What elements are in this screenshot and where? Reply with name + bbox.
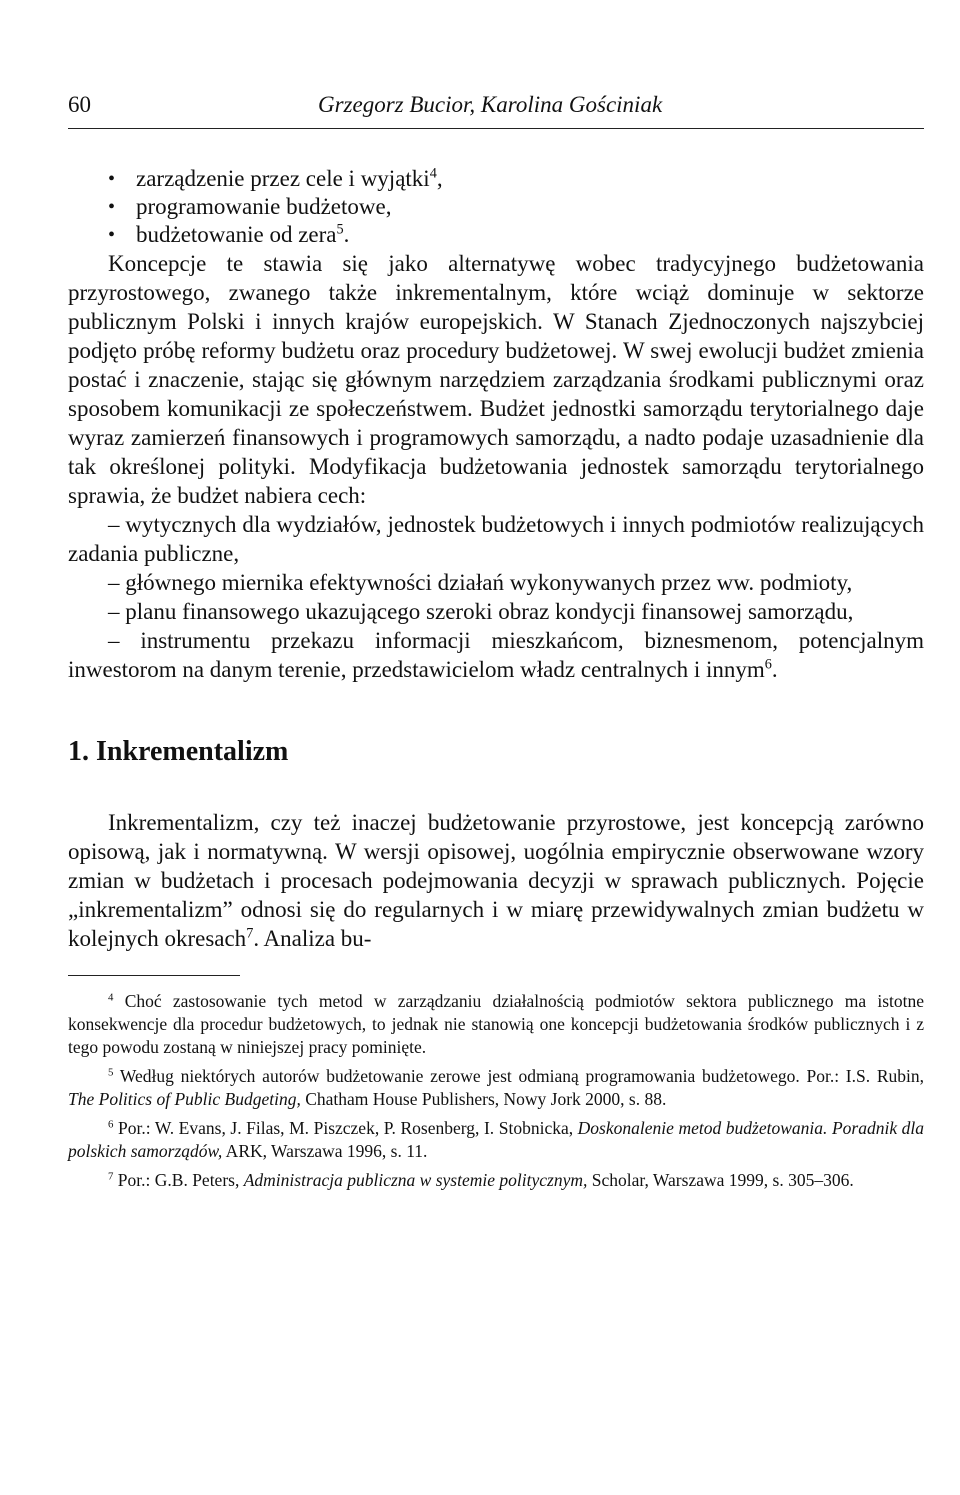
list-item-punct: , <box>436 166 443 191</box>
list-item-punct: . <box>343 222 350 247</box>
footnote-title: Administracja publiczna w systemie politycznym, <box>243 1170 588 1190</box>
page <box>68 92 924 1198</box>
dash-item-text: – instrumentu przekazu informacji mieszkańcom, biznesmenom, potencjalnym inwestorom na danym terenie, przedstawicielom władz centralnych i innym <box>68 628 924 682</box>
dash-item-punct: . <box>771 657 778 682</box>
header-rule <box>68 128 924 129</box>
footnote-number: 6 <box>108 1118 114 1131</box>
list-item <box>68 221 924 249</box>
footnote-ref[interactable]: 7 <box>246 925 254 942</box>
bullet-list <box>68 165 924 249</box>
footnote-number: 5 <box>108 1066 114 1079</box>
footnote-text: Por.: G.B. Peters, <box>117 1170 244 1190</box>
section-heading: 1. Inkrementalizm <box>68 736 289 767</box>
list-item-text: budżetowanie od zera <box>136 222 337 247</box>
dash-item <box>68 626 924 684</box>
dash-item: – wytycznych dla wydziałów, jednostek budżetowych i innych podmiotów realizujących zadania publiczne, <box>68 512 924 566</box>
footnote-text: ARK, Warszawa 1996, s. 11. <box>222 1141 428 1161</box>
footnote-5 <box>68 1065 924 1111</box>
footnote-title: Doskonalenie metod budżetowania. Poradnik dla polskich samorządów, <box>68 1118 925 1161</box>
footnote-text: Chatham House Publishers, Nowy Jork 2000, s. 88. <box>300 1089 667 1109</box>
footnote-text: Scholar, Warszawa 1999, s. 305–306. <box>587 1170 854 1190</box>
list-item <box>68 165 924 193</box>
footnote-ref[interactable]: 5 <box>336 221 344 238</box>
running-head-authors: Grzegorz Bucior, Karolina Gościniak <box>318 92 663 117</box>
list-item-text: programowanie budżetowe, <box>136 194 392 219</box>
section-text: Inkrementalizm, czy też inaczej budżetowanie przyrostowe, jest koncepcją zarówno opisową, jak i normatywną. W wersji opisowej, uogólnia empirycznie obserwowane wzory zmian w budżetach i procesach podejmowania decyzji w sprawach publicznych. Pojęcie „inkrementalizm” odnosi się do regularnych i w miarę przewidywalnych zmian budżetu w kolejnych okresach <box>68 810 924 951</box>
footnote-number: 4 <box>108 991 114 1004</box>
dash-item: – głównego miernika efektywności działań wykonywanych przez ww. podmioty, <box>108 570 853 595</box>
section-paragraph <box>68 808 924 953</box>
running-head <box>68 92 924 118</box>
footnote-text: Choć zastosowanie tych metod w zarządzaniu działalnością podmiotów sektora publicznego ma istotne konsekwencje dla procedur budżetowych, to jednak nie stanowią one koncepcji budżetowania środków publicznych i z tego powodu zostaną w niniejszej pracy pominięte. <box>68 991 925 1057</box>
list-item <box>68 193 924 221</box>
footnote-text: Według niektórych autorów budżetowanie zerowe jest odmianą programowania budżetowego. Por.: I.S. Rubin, <box>119 1066 925 1086</box>
intro-paragraph: Koncepcje te stawia się jako alternatywę wobec tradycyjnego budżetowania przyrostowego, zwanego także inkrementalnym, które wciąż dominuje w sektorze publicznym Polski i innych krajów europejskich. W Stanach Zjednoczonych najszybciej podjęto próbę reformy budżetu oraz procedury budżetowej. W swej ewolucji budżet zmienia postać i znaczenie, stając się głównym narzędziem zarządzania środkami publicznymi oraz sposobem komunikacji ze społeczeństwem. Budżet jednostki samorządu terytorialnego daje wyraz zamierzeń finansowych i programowych samorządu, a nadto podaje uzasadnienie dla tak określonej polityki. Modyfikacja budżetowania jednostek samorządu terytorialnego sprawia, że budżet nabiera cech: <box>68 251 924 508</box>
footnote-7 <box>68 1169 924 1192</box>
footnote-title: The Politics of Public Budgeting, <box>68 1089 301 1109</box>
footnote-ref[interactable]: 6 <box>764 656 772 673</box>
dash-item: – planu finansowego ukazującego szeroki obraz kondycji finansowej samorządu, <box>108 599 854 624</box>
section-text-end: . Analiza bu- <box>253 926 372 951</box>
footnote-6 <box>68 1117 924 1163</box>
footnote-4 <box>68 990 924 1059</box>
footnote-ref[interactable]: 4 <box>429 165 437 182</box>
list-item-text: zarządzenie przez cele i wyjątki <box>136 166 430 191</box>
footnote-number: 7 <box>108 1170 114 1183</box>
footnote-text: Por.: W. Evans, J. Filas, M. Piszczek, P. Rosenberg, I. Stobnicka, <box>118 1118 578 1138</box>
page-number: 60 <box>68 92 91 117</box>
footnote-rule <box>68 975 240 976</box>
